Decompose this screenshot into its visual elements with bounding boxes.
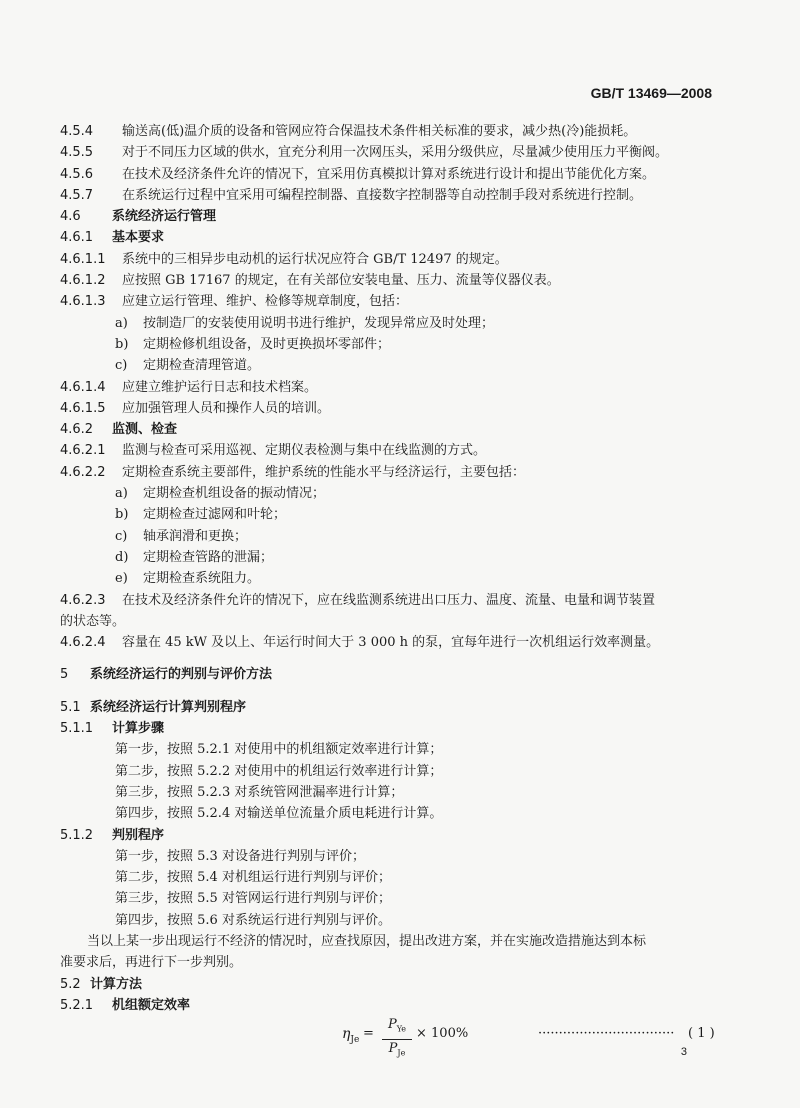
clause-4-5-4: 4.5.4 输送高(低)温介质的设备和管网应符合保温技术条件相关标准的要求，减少热(冷)能损耗。: [60, 124, 637, 139]
step-item: 第三步，按照 5.5 对管网运行进行判别与评价；: [115, 891, 391, 907]
clause-4-6-1-2: 4.6.1.2 应按照 GB 17167 的规定，在有关部位安装电量、压力、流量等仪器仪表。: [60, 273, 560, 289]
fraction-numerator: $P_{Ye}$: [382, 1016, 412, 1040]
step-item: 第一步，按照 5.3 对设备进行判别与评价；: [115, 848, 365, 864]
formula-equals: =: [363, 1026, 374, 1042]
clause-4-6-2-3-continued: 的状态等。: [60, 613, 126, 629]
equation-number: ( 1 ): [688, 1026, 715, 1042]
fraction-denominator: $P_{Je}$: [388, 1040, 406, 1058]
formula-fraction: [382, 1016, 412, 1062]
clause-4-6-1-5: 4.6.1.5 应加强管理人员和操作人员的培训。: [60, 400, 331, 416]
list-item: b) 定期检修机组设备，及时更换损坏零部件；: [115, 336, 391, 352]
step-item: 第二步，按照 5.2.2 对使用中的机组运行效率进行计算；: [115, 763, 443, 779]
heading-4-6-1: 4.6.1 基本要求: [60, 230, 165, 246]
step-item: 第二步，按照 5.4 对机组运行进行判别与评价；: [115, 870, 391, 886]
document-body: [60, 121, 715, 1056]
step-item: 第四步，按照 5.6 对系统运行进行判别与评价。: [115, 912, 391, 928]
step-item: 第一步，按照 5.2.1 对使用中的机组额定效率进行计算；: [115, 742, 443, 758]
heading-5: 5 系统经济运行的判别与评价方法: [60, 667, 273, 683]
heading-5-1-1: 5.1.1 计算步骤: [60, 721, 165, 737]
list-item: a) 按制造厂的安装使用说明书进行维护，发现异常应及时处理；: [115, 315, 495, 331]
clause-4-6-1-4: 4.6.1.4 应建立维护运行日志和技术档案。: [60, 379, 318, 395]
list-item: c) 轴承润滑和更换；: [115, 528, 248, 544]
clause-4-6-2-2: 4.6.2.2 定期检查系统主要部件，维护系统的性能水平与经济运行，主要包括：: [60, 464, 526, 480]
clause-4-5-7: 4.5.7 在系统运行过程中宜采用可编程控制器、直接数字控制器等自动控制手段对系统进行控制。: [60, 187, 643, 203]
clause-4-5-6: 4.5.6 在技术及经济条件允许的情况下，宜采用仿真模拟计算对系统进行设计和提出节能优化方案。: [60, 166, 656, 182]
step-item: 第四步，按照 5.2.4 对输送单位流量介质电耗进行计算。: [115, 806, 443, 822]
heading-5-2: 5.2 计算方法: [60, 976, 143, 992]
heading-4-6: 4.6 系统经济运行管理: [60, 209, 217, 225]
clause-4-6-2-1: 4.6.2.1 监测与检查可采用巡视、定期仪表检测与集中在线监测的方式。: [60, 443, 487, 459]
heading-4-6-2: 4.6.2 监测、检查: [60, 422, 178, 438]
list-item: a) 定期检查机组设备的振动情况；: [115, 486, 326, 502]
heading-5-2-1: 5.2.1 机组额定效率: [60, 997, 191, 1013]
standard-code: GB/T 13469—2008: [590, 85, 712, 101]
paragraph: 当以上某一步出现运行不经济的情况时，应查找原因，提出改进方案，并在实施改造措施达到本标: [87, 933, 647, 949]
clause-4-6-2-4: 4.6.2.4 容量在 45 kW 及以上、年运行时间大于 3 000 h 的泵，宜每年进行一次机组运行效率测量。: [60, 635, 660, 651]
clause-4-6-1-3: 4.6.1.3 应建立运行管理、维护、检修等规章制度，包括：: [60, 294, 409, 310]
spacer: [60, 686, 715, 697]
clause-4-6-1-1: 4.6.1.1 系统中的三相异步电动机的运行状况应符合 GB/T 12497 的规定。: [60, 251, 508, 267]
heading-5-1: 5.1 系统经济运行计算判别程序: [60, 699, 247, 715]
paragraph-continued: 准要求后，再进行下一步判别。: [60, 955, 243, 971]
heading-5-1-2: 5.1.2 判别程序: [60, 827, 165, 843]
clause-4-6-2-3: 4.6.2.3 在技术及经济条件允许的情况下，应在线监测系统进出口压力、温度、流量、电量和调节装置: [60, 592, 656, 608]
clause-4-5-5: 4.5.5 对于不同压力区域的供水，宜充分利用一次网压头，采用分级供应，尽量减少使用压力平衡阀。: [60, 145, 669, 161]
formula-lhs: $\eta_{Je}$: [342, 1026, 360, 1045]
list-item: e) 定期检查系统阻力。: [115, 571, 261, 587]
step-item: 第三步，按照 5.2.3 对系统管网泄漏率进行计算；: [115, 784, 404, 800]
page-number: 3: [680, 1046, 687, 1058]
list-item: c) 定期检查清理管道。: [115, 358, 261, 374]
spacer: [60, 653, 715, 664]
formula-1: [60, 1016, 715, 1056]
formula-tail: × 100%: [416, 1026, 469, 1042]
list-item: d) 定期检查管路的泄漏；: [115, 549, 274, 565]
formula-leader-dots: ·································: [538, 1026, 675, 1042]
list-item: b) 定期检查过滤网和叶轮；: [115, 507, 287, 523]
